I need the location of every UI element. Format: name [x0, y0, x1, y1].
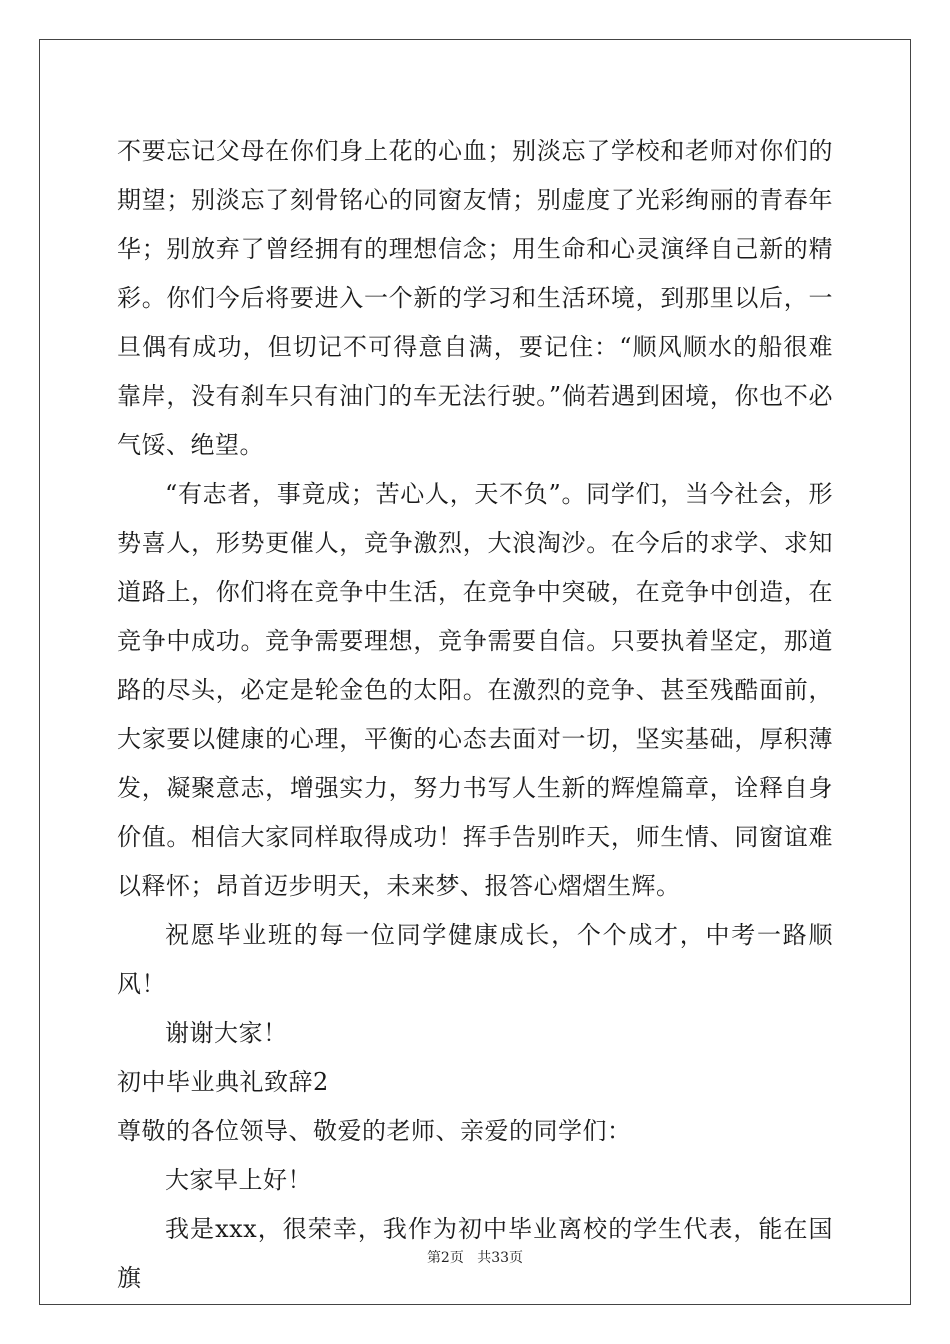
page-total: 共33页 — [477, 1250, 524, 1266]
section-heading: 初中毕业典礼致辞2 — [117, 1068, 329, 1096]
greeting: 大家早上好！ — [165, 1166, 312, 1194]
page-footer — [0, 1247, 950, 1267]
document-body — [117, 127, 833, 1303]
paragraph-competition: “有志者，事竟成；苦心人，天不负”。同学们，当今社会，形势喜人，形势更催人，竞争激烈，大浪淘沙。在今后的求学、求知道路上，你们将在竞争中生活，在竞争中突破，在竞争中创造，在竞争中成功。竞争需要理想，竞争需要自信。只要执着坚定，那道路的尽头，必定是轮金色的太阳。在激烈的竞争、甚至残酷面前，大家要以健康的心理，平衡的心态去面对一切，坚实基础，厚积薄发，凝聚意志，增强实力，努力书写人生新的辉煌篇章，诠释自身价值。相信大家同样取得成功！挥手告别昨天，师生情、同窗谊难以释怀；昂首迈步明天，未来梦、报答心熠熠生辉。 — [117, 480, 833, 900]
salutation: 尊敬的各位领导、敬爱的老师、亲爱的同学们： — [117, 1117, 632, 1145]
paragraph-thanks: 谢谢大家！ — [165, 1019, 288, 1047]
page-number: 第2页 — [426, 1250, 464, 1266]
paragraph-parental-care: 不要忘记父母在你们身上花的心血；别淡忘了学校和老师对你们的期望；别淡忘了刻骨铭心的同窗友情；别虚度了光彩绚丽的青春年华；别放弃了曾经拥有的理想信念；用生命和心灵演绎自己新的精彩。你们今后将要进入一个新的学习和生活环境，到那里以后，一旦偶有成功，但切记不可得意自满，要记住：“顺风顺水的船很难靠岸，没有刹车只有油门的车无法行驶。”倘若遇到困境，你也不必气馁、绝望。 — [117, 137, 833, 459]
paragraph-wishes: 祝愿毕业班的每一位同学健康成长，个个成才，中考一路顺风！ — [117, 921, 833, 998]
paragraph-introduction: 我是xxx，很荣幸，我作为初中毕业离校的学生代表，能在国旗 — [117, 1215, 833, 1292]
